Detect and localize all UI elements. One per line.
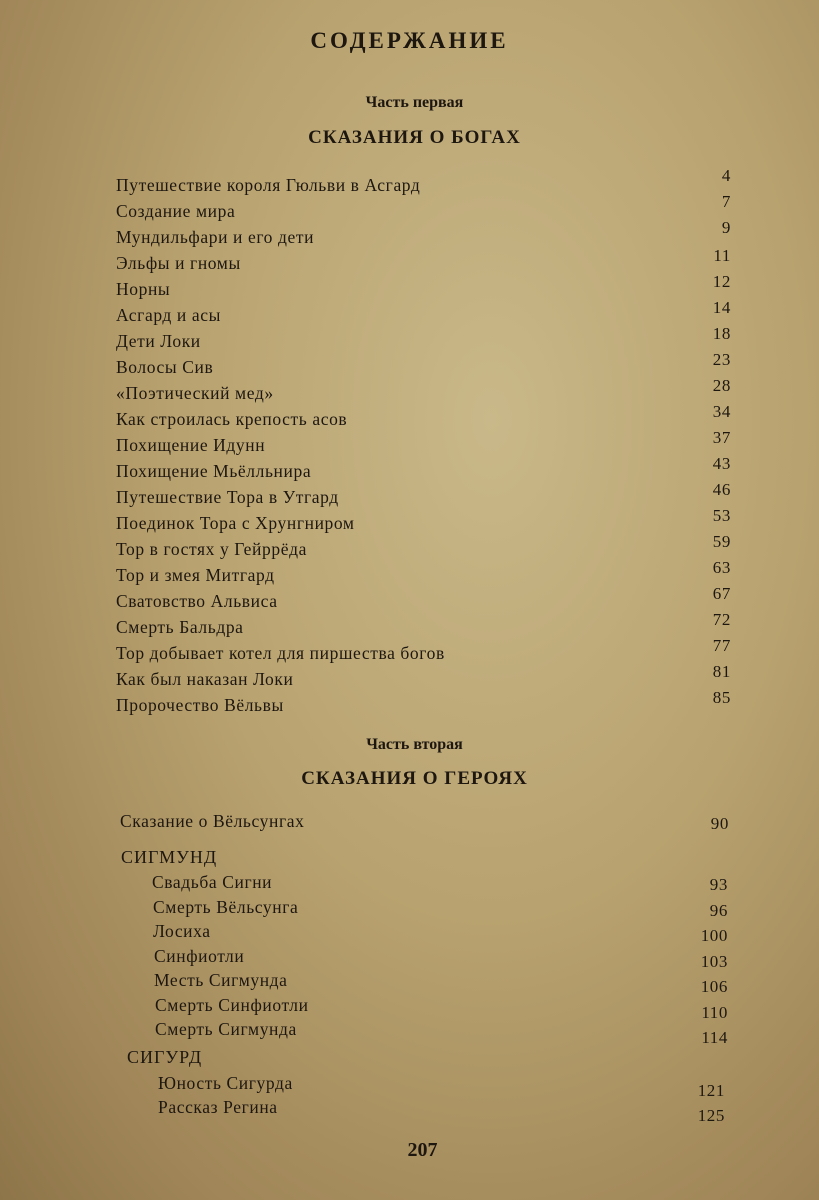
toc-entry: [116, 350, 731, 379]
entry-title: Смерть Синфиотли: [155, 994, 309, 1015]
toc-entry: [116, 166, 731, 197]
page-number: 207: [407, 1139, 438, 1161]
entry-title: Месть Сигмунда: [154, 970, 288, 990]
entry-title: Лосиха: [153, 921, 211, 941]
toc-entry: [116, 506, 731, 535]
entry-page: 46: [712, 480, 731, 499]
toc-entry: [153, 895, 728, 919]
toc-entry: [155, 1017, 728, 1047]
toc-entry: [152, 870, 728, 894]
entry-title: «Поэтический мед»: [116, 383, 274, 403]
part-two-label: Часть вторая: [366, 736, 463, 753]
toc-entry: [116, 324, 731, 353]
entry-title: Асгард и асы: [116, 305, 221, 325]
entry-page: 121: [697, 1081, 725, 1100]
toc-entry: [116, 480, 731, 509]
entry-title: Пророчество Вёльвы: [116, 695, 284, 715]
entry-title: Тор добывает котел для пиршества богов: [116, 643, 445, 663]
toc-entry: [116, 532, 731, 561]
section-heading-sigurd: СИГУРД: [127, 1047, 203, 1067]
entry-page: 90: [710, 814, 729, 833]
toc-entry: [116, 272, 731, 301]
entry-page: 11: [713, 246, 731, 265]
toc-entry: [116, 610, 731, 639]
entry-title: Тор в гостях у Гейррёда: [116, 539, 307, 559]
entry-title: Мундильфари и его дети: [116, 227, 315, 247]
entry-title: Норны: [116, 279, 171, 299]
toc-entry: [116, 636, 731, 665]
toc-entry: [116, 584, 731, 613]
toc-entry: [116, 298, 731, 327]
toc-entry: [116, 558, 731, 587]
toc-entry: [158, 1071, 725, 1100]
entry-page: 14: [712, 298, 731, 317]
entry-title: Юность Сигурда: [158, 1073, 293, 1093]
entry-title: Свадьба Сигни: [152, 872, 273, 892]
entry-page: 81: [712, 662, 731, 681]
entry-page: 34: [712, 402, 731, 421]
entry-title: Похищение Мьёлльнира: [116, 461, 312, 481]
entry-page: 63: [712, 558, 731, 577]
entry-page: 28: [712, 376, 731, 395]
toc-entry: [116, 662, 731, 691]
entry-page: 103: [700, 951, 728, 971]
entry-page: 110: [701, 1002, 728, 1022]
entry-page: 77: [712, 636, 731, 655]
entry-page: 18: [712, 324, 731, 343]
toc-entry: [116, 376, 731, 405]
toc-entry: [120, 809, 729, 833]
toc-entry: [153, 919, 728, 943]
section-heading-sigmund: СИГМУНД: [121, 847, 218, 867]
entry-title: Смерть Вёльсунга: [153, 896, 299, 917]
entry-title: Рассказ Регина: [158, 1097, 278, 1117]
entry-title: Путешествие короля Гюльви в Асгард: [116, 175, 421, 195]
entry-title: Похищение Идунн: [116, 435, 266, 455]
entry-page: 114: [701, 1028, 728, 1047]
toc-entry: [116, 428, 731, 457]
entry-title: Тор и змея Митгард: [116, 565, 275, 585]
entry-title: Поединок Тора с Хрунгниром: [116, 513, 355, 533]
entry-page: 125: [697, 1106, 725, 1125]
entry-title: Смерть Сигмунда: [155, 1019, 297, 1039]
entry-title: Дети Локи: [116, 331, 201, 351]
toc-entry: [116, 246, 731, 275]
entry-page: 7: [721, 192, 731, 211]
entry-title: Сватовство Альвиса: [116, 591, 278, 611]
part-two-title: СКАЗАНИЯ О ГЕРОЯХ: [301, 768, 528, 789]
entry-title: Как был наказан Локи: [116, 669, 294, 689]
entry-page: 93: [709, 875, 728, 894]
part-one-title: СКАЗАНИЯ О БОГАХ: [308, 127, 521, 148]
toc-entry: [116, 454, 731, 483]
toc-entry: [116, 402, 731, 431]
entry-page: 106: [700, 977, 728, 996]
entry-title: Создание мира: [116, 201, 236, 221]
toc-entry: [155, 993, 728, 1022]
toc-entry: [116, 688, 731, 717]
entry-title: Смерть Бальдра: [116, 617, 244, 637]
entry-title: Как строилась крепость асов: [116, 409, 348, 429]
entry-title: Эльфы и гномы: [116, 253, 241, 273]
part-one-label: Часть первая: [365, 94, 464, 111]
toc-entry: [154, 944, 728, 971]
entry-page: 96: [709, 900, 728, 920]
entry-page: 100: [700, 926, 728, 945]
entry-page: 59: [712, 532, 731, 551]
entry-page: 12: [712, 272, 731, 291]
entry-page: 37: [712, 428, 731, 447]
entry-page: 9: [721, 218, 731, 237]
entry-page: 85: [712, 688, 731, 707]
entry-page: 67: [712, 584, 731, 603]
entry-page: 23: [712, 350, 731, 369]
entry-page: 72: [712, 610, 731, 629]
toc-entry: [116, 192, 731, 223]
page-title: СОДЕРЖАНИЕ: [310, 28, 509, 53]
entry-page: 43: [712, 454, 731, 473]
toc-entry: [154, 968, 728, 996]
entry-page: 4: [721, 166, 731, 185]
entry-title: Волосы Сив: [116, 357, 214, 377]
entry-page: 53: [712, 506, 731, 525]
entry-title: Сказание о Вёльсунгах: [120, 811, 305, 831]
toc-entry: [158, 1095, 725, 1125]
entry-title: Синфиотли: [154, 945, 245, 966]
toc-entry: [116, 218, 731, 249]
entry-title: Путешествие Тора в Утгард: [116, 487, 339, 507]
